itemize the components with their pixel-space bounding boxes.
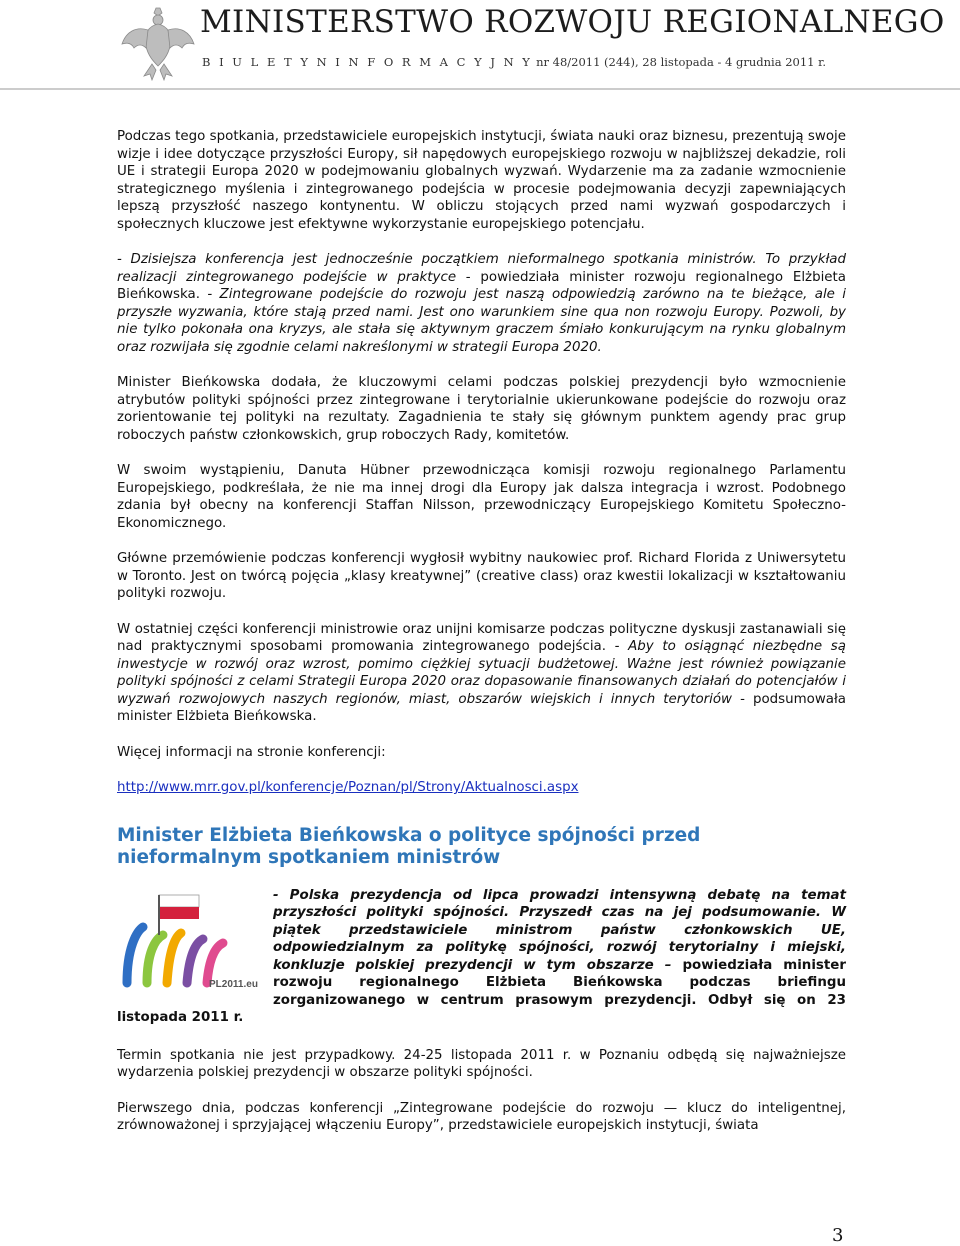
pl2011-presidency-logo [113, 887, 263, 995]
p6-intro: W ostatniej części konferencji ministrowie oraz unijni komisarze podczas polityczne dyskusji zastanawiali się nad praktycznymi sposobami promowania zintegrowanego podejścia. [117, 621, 846, 654]
lead-quote: - Polska prezydencja od lipca prowadzi intensywną debatę na temat przyszłości polityki spójności. Przyszedł czas na jej podsumowanie. W piątek przedstawiciele ministrom państw członkowskich UE, odpowiedzialnym za politykę spójności, rozwój terytorialny i miejski, konkluzje polskiej prezydencji w tym obszarze – [273, 887, 846, 973]
ministry-title: MINISTERSTWO ROZWOJU REGIONALNEGO [200, 4, 945, 40]
paragraph-7: Więcej informacji na stronie konferencji: [117, 744, 386, 760]
p2-attribution: - powiedziała minister rozwoju regionalnego Elżbieta Bieńkowska. [117, 269, 846, 302]
paragraph-4: W swoim wystąpieniu, Danuta Hübner przewodnicząca komisji rozwoju regionalnego Parlamentu Europejskiego, podkreślała, że nie ma innej drogi dla Europy jak dalsza integracja i wzrost. Podobnego zdania był obecny na konferencji Staffan Nilsson, przewodniczący Europejskiego Komitetu Społeczno-Ekonomicznego. [117, 463, 846, 531]
article-heading: Minister Elżbieta Bieńkowska o polityce spójności przed nieformalnym spotkaniem ministrów [117, 824, 701, 868]
lead-attribution: powiedziała minister rozwoju regionalnego Elżbieta Bieńkowska podczas briefingu zorganizowanego w centrum prasowym prezydencji. Odbył się on 23 listopada 2011 r. [117, 957, 846, 1025]
header-divider [0, 88, 960, 90]
paragraph-2 [117, 251, 846, 356]
paragraph-1 [117, 128, 846, 233]
page-header [112, 0, 945, 86]
page-number: 3 [832, 1225, 844, 1246]
p6-quote: - Aby to osiągnąć niezbędne są inwestycje w rozwój oraz wzrost, pomimo ciężkiej sytuacji budżetowej. Ważne jest również powiązanie polityki spójności z celami Strategii Europa 2020 oraz dopasowanie finansowanych działań do potencjałów i wyzwań rozwojowych naszych regionów, miast, obszarów wiejskich i innych terytoriów [117, 639, 846, 707]
bulletin-label: B I U L E T Y N I N F O R M A C Y J N Y [202, 55, 533, 69]
paragraph-3: Minister Bieńkowska dodała, że kluczowymi celami podczas polskiej prezydencji było wzmocnienie atrybutów polityki spójności przez zintegrowane i terytorialnie ukierunkowane podejście do rozwoju oraz zorientowanie tej polityki na rezultaty. Zagadnienia te stały się głównym punktem agendy prac grup roboczych państw członkowskich, grup roboczych Rady, komitetów. [117, 375, 846, 443]
p2-quote-2: - Zintegrowane podejście do rozwoju jest naszą odpowiedzią zarówno na te bieżące, ale i przyszłe wyzwania, które stają przed nami. Jest ono warunkiem sine qua non rozwoju Europy. Pozwoli, by nie tylko pokonała ona kryzys, ale stała się aktywnym graczem śmiało konkurującym na rynku globalnym oraz rozwijała się zgodnie celami nakreślonymi w strategii Europa 2020. [117, 287, 846, 355]
paragraph-5: Główne przemówienie podczas konferencji wygłosił wybitny naukowiec prof. Richard Florida z Uniwersytetu w Toronto. Jest on twórcą pojęcia „klasy kreatywnej” (creative class) oraz kwestii lokalizacji w kształtowaniu polityki rozwoju. [117, 551, 846, 601]
article2-paragraph-1: Termin spotkania nie jest przypadkowy. 24-25 listopada 2011 r. w Poznaniu odbędą się najważniejsze wydarzenia polskiej prezydencji w obszarze polityki spójności. [117, 1047, 846, 1080]
article-lead [117, 887, 846, 1027]
polish-eagle-emblem-icon [118, 4, 198, 82]
logo-text: PL2011.eu [209, 978, 258, 990]
link-paragraph [117, 779, 846, 797]
p1-part-b: Wydarzenie ma za zadanie wzmocnienie strategicznego myślenia i zintegrowanego podejścia w procesie podejmowania decyzji zapewniających lepszą przyszłość naszego kontynentu. W obliczu stojących przed nami wyzwań gospodarczych i społecznych kluczowe jest efektywne wykorzystanie europejskiego potencjału. [117, 164, 846, 232]
paragraph-6 [117, 621, 846, 726]
bulletin-issue: nr 48/2011 (244), 28 listopada - 4 grudnia 2011 r. [536, 55, 827, 69]
conference-link[interactable]: http://www.mrr.gov.pl/konferencje/Poznan/pl/Strony/Aktualnosci.aspx [117, 780, 579, 795]
article-body [117, 128, 846, 1153]
bulletin-subtitle [202, 55, 826, 69]
article2-paragraph-2: Pierwszego dnia, podczas konferencji „Zintegrowane podejście do rozwoju — klucz do inteligentnej, zrównoważonej i sprzyjającej włączeniu Europy”, przedstawiciele europejskich instytucji, świata [117, 1100, 846, 1133]
p2-quote-1: - Dzisiejsza konferencja jest jednocześnie początkiem nieformalnego spotkania ministrów. To przykład realizacji zintegrowanego podejście w praktyce [117, 252, 846, 285]
p6-attribution: - podsumowała minister Elżbieta Bieńkowska. [117, 691, 847, 724]
p1-part-a: Podczas tego spotkania, przedstawiciele europejskich instytucji, świata nauki oraz biznesu, prezentują swoje wizje i idee dotyczące przyszłości Europy, sił napędowych europejskiego rozwoju w najbliższej dekadzie, roli UE i strategii Europa 2020 w podejmowaniu globalnych wyzwań. [117, 129, 846, 179]
